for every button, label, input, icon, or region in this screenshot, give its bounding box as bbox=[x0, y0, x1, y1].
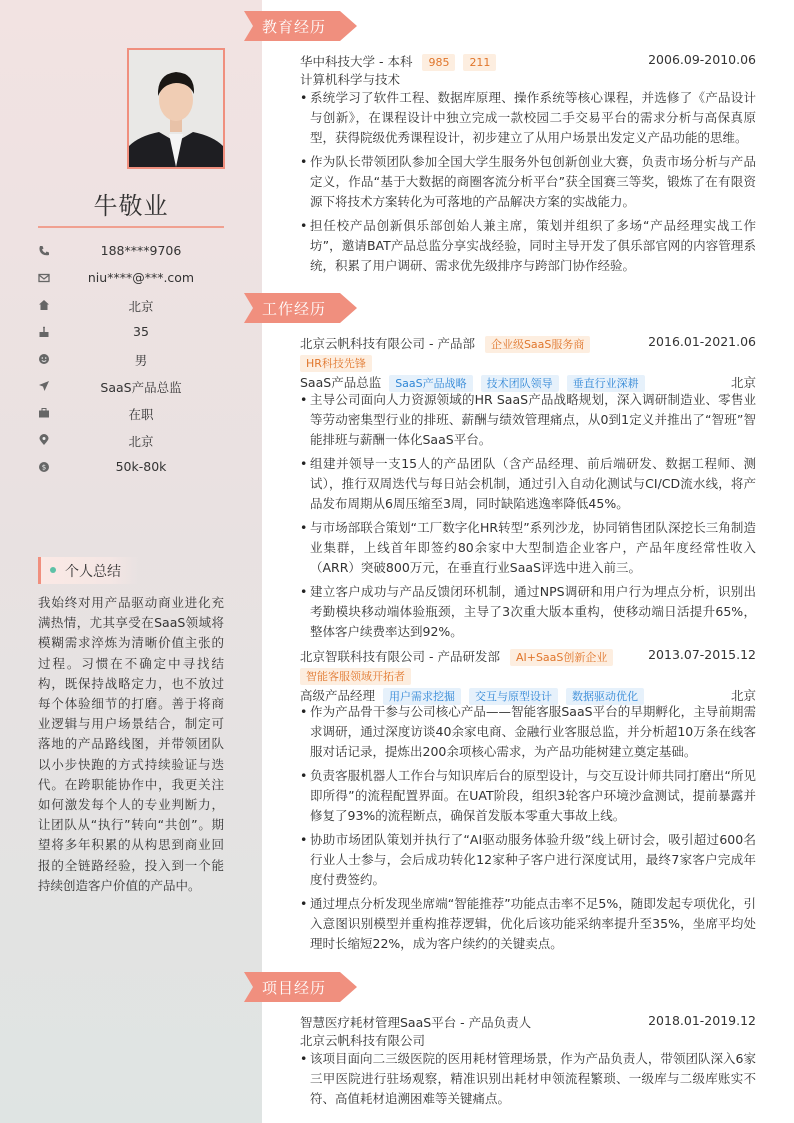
salary-icon bbox=[38, 461, 50, 473]
email-value: niu****@***.com bbox=[87, 270, 195, 285]
company-name: 北京智联科技有限公司 - 产品研发部 bbox=[300, 649, 500, 664]
home-value: 北京 bbox=[128, 299, 154, 314]
project-title-row bbox=[300, 1013, 756, 1031]
info-gender bbox=[38, 350, 224, 370]
role-tag: 交互与原型设计 bbox=[469, 688, 558, 705]
home-icon bbox=[38, 299, 50, 311]
company-tag: HR科技先锋 bbox=[300, 355, 372, 372]
school-tag: 211 bbox=[463, 54, 496, 71]
job-role-row bbox=[300, 373, 756, 391]
role-tag: SaaS产品战略 bbox=[389, 375, 472, 392]
job-period: 2013.07-2015.12 bbox=[648, 647, 756, 662]
company-tag: 智能客服领域开拓者 bbox=[300, 668, 411, 685]
education-bullets bbox=[300, 88, 756, 280]
section-projects-header bbox=[244, 972, 358, 1002]
section-title: 工作经历 bbox=[262, 300, 327, 318]
job-city: 北京 bbox=[730, 375, 756, 390]
job-role: 高级产品经理 bbox=[300, 688, 376, 703]
company-tag: 企业级SaaS服务商 bbox=[485, 336, 590, 353]
job-city: 北京 bbox=[730, 688, 756, 703]
briefcase-icon bbox=[38, 407, 50, 419]
location-value: 北京 bbox=[128, 434, 154, 449]
list-item: • 与市场部联合策划“工厂数字化HR转型”系列沙龙，协同销售团队深挖长三角制造业集群，上线首年即签约80余家中大型制造企业客户，产品年度经常性收入（ARR）突破800万元，在垂直行业SaaS评选中进入前三。 bbox=[300, 518, 756, 578]
section-title: 项目经历 bbox=[262, 979, 327, 997]
send-icon bbox=[38, 380, 50, 392]
section-title: 教育经历 bbox=[262, 18, 327, 36]
candidate-name: 牛敬业 bbox=[93, 192, 169, 220]
info-home bbox=[38, 296, 224, 316]
education-period: 2006.09-2010.06 bbox=[648, 52, 756, 67]
job-company-tag-row bbox=[300, 355, 756, 373]
phone-value: 188****9706 bbox=[100, 243, 182, 258]
list-item: • 系统学习了软件工程、数据库原理、操作系统等核心课程，并选修了《产品设计与创新》，在课程设计中独立完成一款校园二手交易平台的需求分析与高保真原型，获得院级优秀课程设计，初步建立了从用户场景出发定义产品功能的思维。 bbox=[300, 88, 756, 148]
location-icon bbox=[38, 434, 50, 446]
section-work-header bbox=[244, 293, 358, 323]
summary-heading bbox=[38, 557, 139, 584]
summary-title: 个人总结 bbox=[65, 564, 121, 580]
bullet-dot-icon bbox=[50, 567, 56, 573]
name-divider bbox=[38, 226, 224, 228]
phone-icon bbox=[38, 245, 50, 257]
info-location bbox=[38, 431, 224, 451]
age-value: 35 bbox=[133, 324, 149, 339]
gender-value: 男 bbox=[134, 353, 148, 368]
project-org: 北京云帆科技有限公司 bbox=[300, 1033, 426, 1048]
face-icon bbox=[38, 353, 50, 365]
list-item: • 主导公司面向人力资源领域的HR SaaS产品战略规划，深入调研制造业、零售业等劳动密集型行业的排班、薪酬与绩效管理痛点，从0到1定义并推出了“智班”智能排班与薪酬一体化SaaS平台。 bbox=[300, 390, 756, 450]
job-role: SaaS产品总监 bbox=[300, 375, 382, 390]
company-name: 北京云帆科技有限公司 - 产品部 bbox=[300, 336, 475, 351]
job-company-row bbox=[300, 334, 756, 352]
summary-text: 我始终对用产品驱动商业进化充满热情，尤其享受在SaaS领域将模糊需求淬炼为清晰价值主张的过程。习惯在不确定中寻找结构，既保持战略定力，也不放过每个体验细节的打磨。善于将商业逻辑与用户场景结合，制定可落地的产品路线图，并带领团队以小步快跑的方式持续验证与迭代。在跨职能协作中，我更关注如何激发每个人的专业判断力，让团队从“执行”转向“共创”。期望将多年积累的从构思到商业回报的全链路经验，投入到一个能持续创造客户价值的产品中。 bbox=[38, 595, 224, 893]
role-tag: 数据驱动优化 bbox=[566, 688, 644, 705]
section-education-header bbox=[244, 11, 358, 41]
project-name: 智慧医疗耗材管理SaaS平台 - 产品负责人 bbox=[300, 1015, 532, 1030]
info-position bbox=[38, 377, 224, 397]
list-item: • 作为队长带领团队参加全国大学生服务外包创新创业大赛，负责市场分析与产品定义，作品“基于大数据的商圈客流分析平台”获全国赛三等奖，锻炼了在有限资源下将技术方案转化为可落地的产品解决方案的实战能力。 bbox=[300, 152, 756, 212]
list-item: • 该项目面向二三级医院的医用耗材管理场景，作为产品负责人，带领团队深入6家三甲医院进行驻场观察，精准识别出耗材申领流程繁琐、一级库与二级库账实不符、高值耗材追溯困难等关键痛点。 bbox=[300, 1049, 756, 1109]
info-salary bbox=[38, 458, 224, 478]
job-company-row bbox=[300, 647, 756, 665]
project-period: 2018.01-2019.12 bbox=[648, 1013, 756, 1028]
school-tag: 985 bbox=[422, 54, 455, 71]
education-school-row bbox=[300, 52, 756, 70]
list-item: • 担任校产品创新俱乐部创始人兼主席，策划并组织了多场“产品经理实战工作坊”，邀请BAT产品总监分享实战经验，同时主导开发了俱乐部官网的内容管理系统，积累了用户调研、需求优先级排序与跨部门协作经验。 bbox=[300, 216, 756, 276]
role-tag: 用户需求挖掘 bbox=[383, 688, 461, 705]
list-item: • 负责客服机器人工作台与知识库后台的原型设计，与交互设计师共同打磨出“所见即所得”的流程配置界面。在UAT阶段，组织3轮客户环境沙盒测试，提前暴露并修复了93%的流程断点，确保首发版本零重大事故上线。 bbox=[300, 766, 756, 826]
info-age bbox=[38, 323, 224, 343]
svg-text:$: $ bbox=[41, 463, 47, 472]
project-bullets bbox=[300, 1049, 756, 1113]
avatar-photo bbox=[127, 48, 225, 169]
job-bullets bbox=[300, 702, 756, 958]
education-major: 计算机科学与技术 bbox=[300, 72, 401, 87]
list-item: • 协助市场团队策划并执行了“AI驱动服务体验升级”线上研讨会，吸引超过600名行业人士参与，会后成功转化12家种子客户进行深度试用，最终7家客户完成年度付费签约。 bbox=[300, 830, 756, 890]
job-bullets bbox=[300, 390, 756, 646]
list-item: • 建立客户成功与产品反馈闭环机制，通过NPS调研和用户行为埋点分析，识别出考勤模块移动端体验瓶颈，主导了3次重大版本重构，使移动端日活提升65%，整体客户续费率达到92%。 bbox=[300, 582, 756, 642]
company-tag: AI+SaaS创新企业 bbox=[510, 649, 613, 666]
info-status bbox=[38, 404, 224, 424]
sidebar bbox=[0, 0, 262, 1123]
list-item: • 组建并领导一支15人的产品团队（含产品经理、前后端研发、数据工程师、测试），推行双周迭代与每日站会机制，通过引入自动化测试与CI/CD流水线，将产品发布周期从6周压缩至3周，同时缺陷逃逸率降低45%。 bbox=[300, 454, 756, 514]
list-item: • 通过埋点分析发现坐席端“智能推荐”功能点击率不足5%，随即发起专项优化，引入意图识别模型并重构推荐逻辑，优化后该功能采纳率提升至35%，坐席平均处理时长缩短22%，成为客户续约的关键卖点。 bbox=[300, 894, 756, 954]
position-value: SaaS产品总监 bbox=[100, 380, 182, 395]
job-company-tag-row bbox=[300, 668, 756, 686]
info-email bbox=[38, 269, 224, 289]
role-tag: 垂直行业深耕 bbox=[567, 375, 645, 392]
status-value: 在职 bbox=[128, 407, 154, 422]
info-phone bbox=[38, 242, 224, 262]
job-period: 2016.01-2021.06 bbox=[648, 334, 756, 349]
mail-icon bbox=[38, 272, 50, 284]
school-name: 华中科技大学 - 本科 bbox=[300, 54, 413, 69]
cake-icon bbox=[38, 326, 50, 338]
list-item: • 作为产品骨干参与公司核心产品——智能客服SaaS平台的早期孵化，主导前期需求调研，通过深度访谈40余家电商、金融行业客服总监，并分析超10万条在线客服对话记录，提炼出200余项核心需求，为产品功能树建立奠定基础。 bbox=[300, 702, 756, 762]
role-tag: 技术团队领导 bbox=[481, 375, 559, 392]
salary-value: 50k-80k bbox=[115, 459, 167, 474]
